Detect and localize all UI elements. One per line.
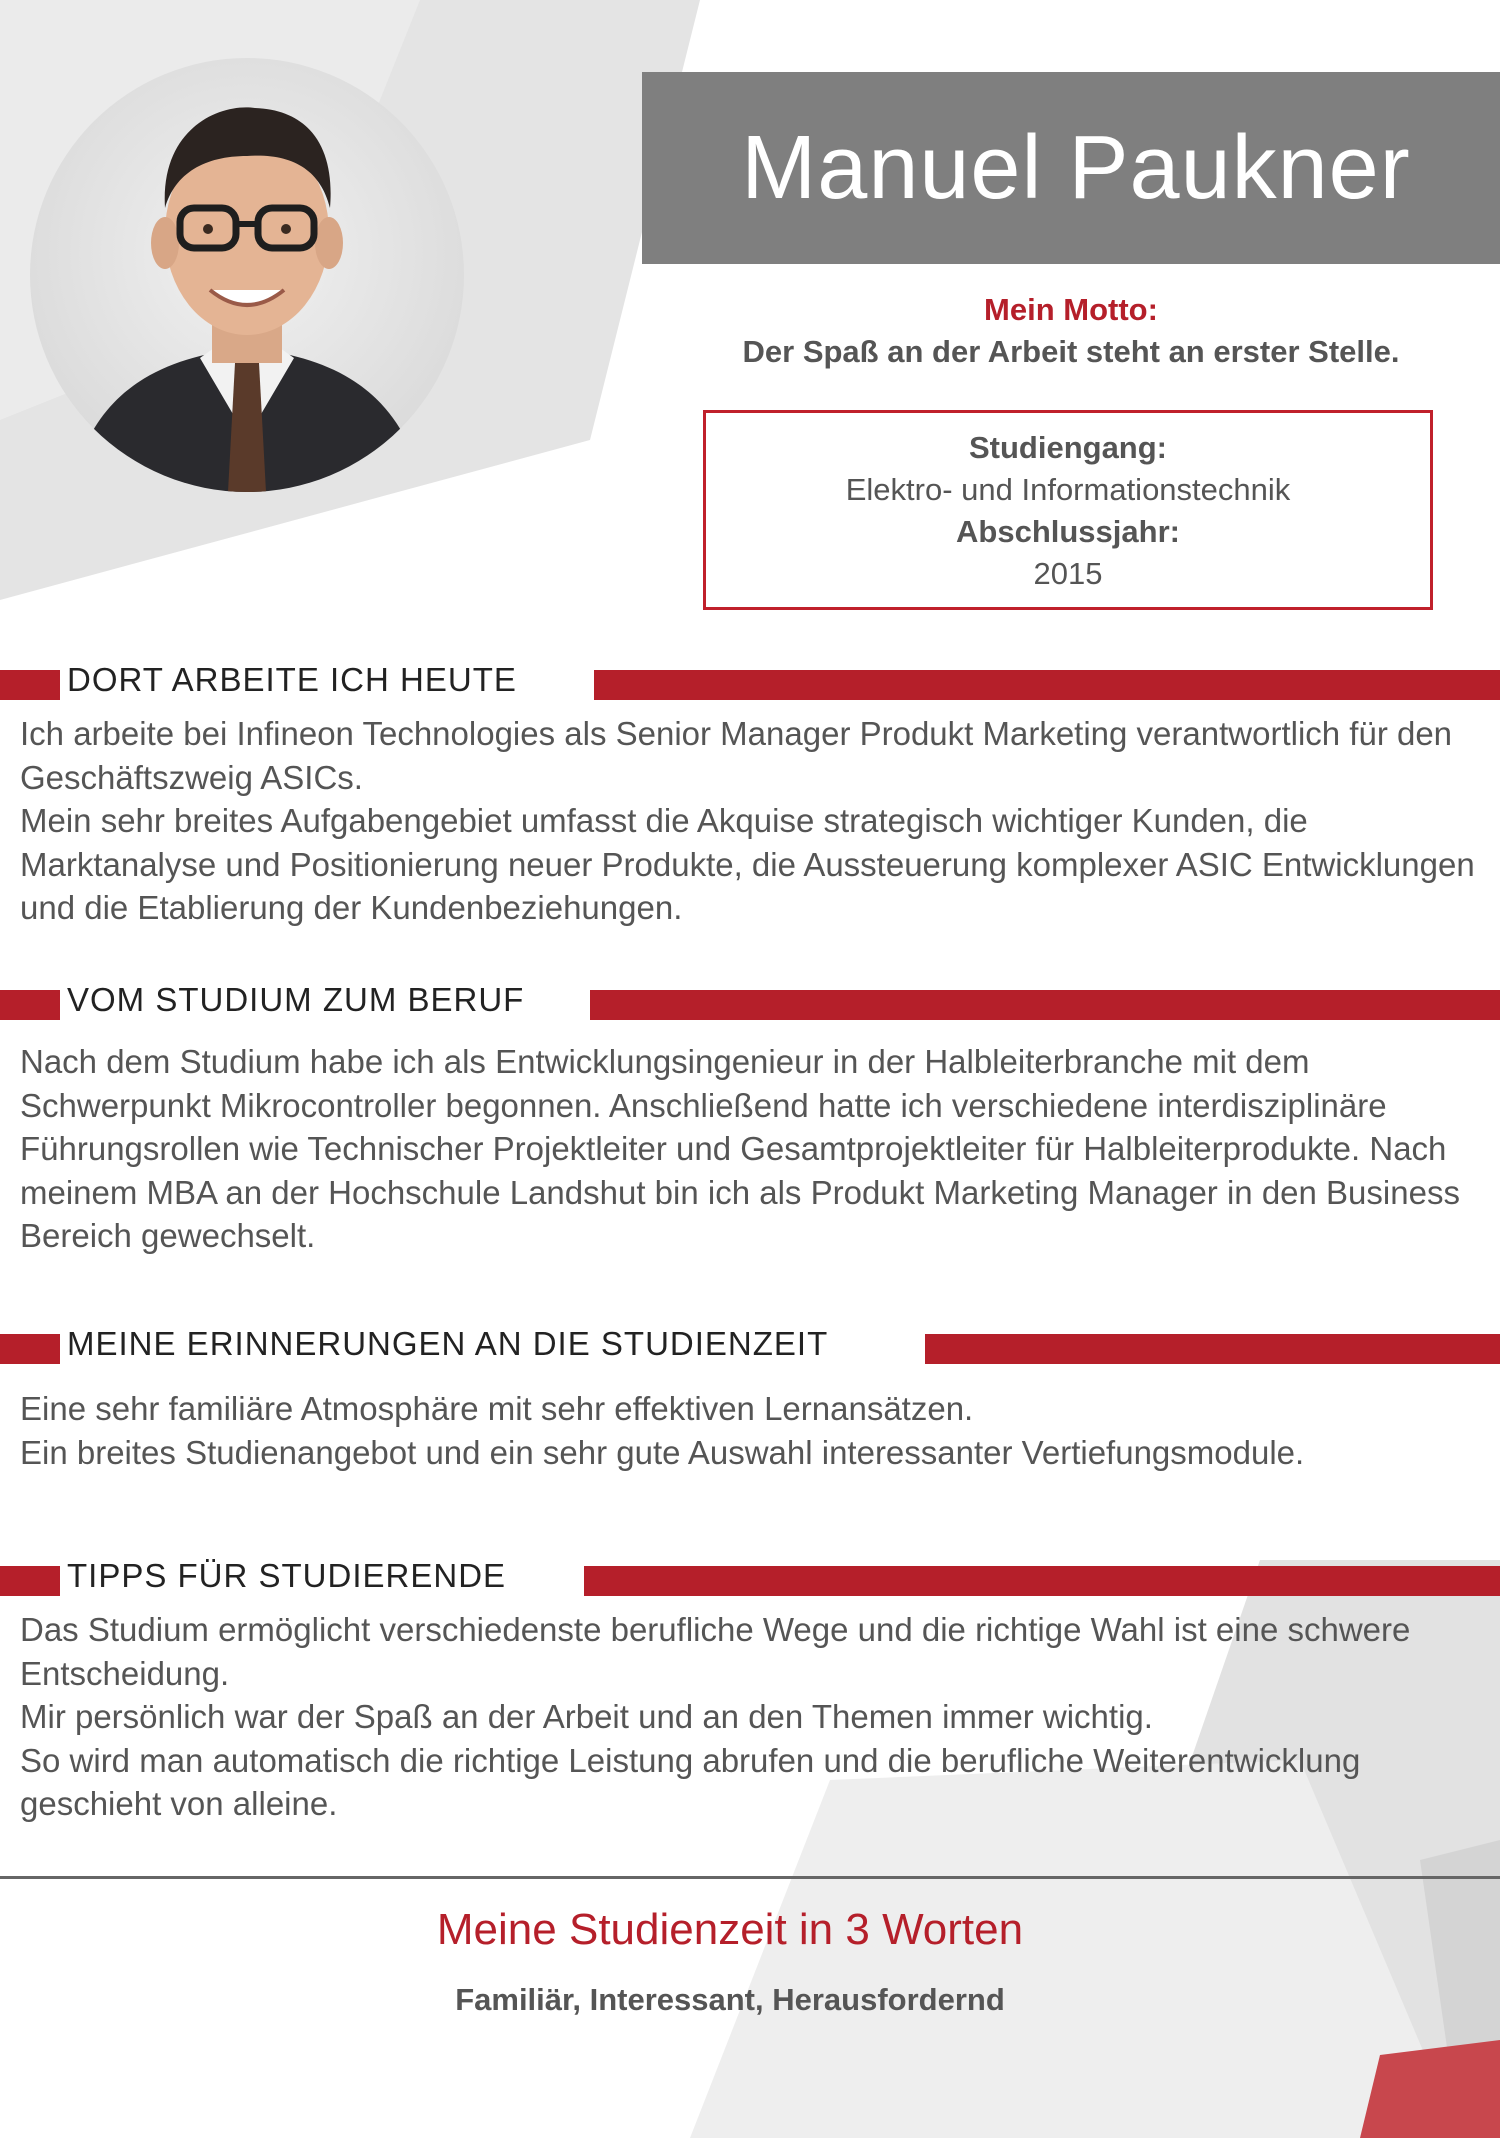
section-paragraph: Ein breites Studienangebot und ein sehr gute Auswahl interessanter Vertiefungsmodule. — [20, 1433, 1305, 1471]
section-title: TIPPS FÜR STUDIERENDE — [67, 1557, 507, 1594]
section-header-memories — [0, 1324, 1500, 1364]
graduation-year-value: 2015 — [1033, 556, 1103, 591]
section-paragraph: Nach dem Studium habe ich als Entwicklungsingenieur in der Halbleiterbranche mit dem Schwerpunkt Mikrocontroller begonnen. Anschließend hatte ich verschiedene interdisziplinäre Führungsrollen wie Technischer Projektleiter und Gesamtprojektleiter für Halbleiterprodukte. Nach meinem MBA an der Hochschule Landshut bin ich als Produkt Marketing Manager in den Business Bereich gewechselt. — [20, 1043, 1460, 1254]
section-header-career-path — [0, 980, 1500, 1020]
section-accent-right — [925, 1334, 1500, 1364]
motto-label: Mein Motto: — [984, 292, 1158, 327]
section-paragraph: Mir persönlich war der Spaß an der Arbeit und an den Themen immer wichtig. — [20, 1698, 1153, 1735]
section-paragraph: Das Studium ermöglicht verschiedenste berufliche Wege und die richtige Wahl ist eine schwere Entscheidung. — [20, 1611, 1411, 1692]
person-name: Manuel Paukner — [741, 117, 1411, 218]
motto-text: Der Spaß an der Arbeit steht an erster Stelle. — [742, 334, 1400, 369]
graduation-year-label: Abschlussjahr: — [956, 514, 1180, 549]
section-body-career-path — [20, 1040, 1480, 1258]
study-info-box — [703, 410, 1433, 610]
section-accent-left — [0, 1334, 60, 1364]
footer-divider — [0, 1876, 1500, 1879]
section-header-current-work — [0, 660, 1500, 700]
study-program-label: Studiengang: — [968, 430, 1168, 465]
section-accent-left — [0, 1566, 60, 1596]
section-paragraph: Ich arbeite bei Infineon Technologies als Senior Manager Produkt Marketing verantwortlich für den Geschäftszweig ASICs. — [20, 715, 1453, 796]
section-accent-right — [584, 1566, 1500, 1596]
section-body-memories — [20, 1387, 1480, 1474]
section-accent-right — [594, 670, 1500, 700]
section-title: MEINE ERINNERUNGEN AN DIE STUDIENZEIT — [67, 1325, 829, 1362]
section-title: VOM STUDIUM ZUM BERUF — [67, 981, 525, 1018]
section-paragraph: Eine sehr familiäre Atmosphäre mit sehr effektiven Lernansätzen. — [20, 1390, 974, 1427]
section-paragraph: Mein sehr breites Aufgabengebiet umfasst die Akquise strategisch wichtiger Kunden, die Marktanalyse und Positionierung neuer Produkte, die Aussteuerung komplexer ASIC Entwicklungen und die Etablierung der Kundenbeziehungen. — [20, 802, 1475, 926]
section-accent-left — [0, 670, 60, 700]
profile-photo — [30, 58, 464, 492]
section-body-tips — [20, 1608, 1480, 1826]
name-banner — [642, 72, 1500, 264]
section-body-current-work — [20, 712, 1480, 930]
section-paragraph: So wird man automatisch die richtige Leistung abrufen und die berufliche Weiterentwicklung geschieht von alleine. — [20, 1741, 1361, 1822]
section-title: DORT ARBEITE ICH HEUTE — [67, 661, 517, 698]
study-program-value: Elektro- und Informationstechnik — [845, 472, 1291, 507]
section-accent-left — [0, 990, 60, 1020]
three-words-title: Meine Studienzeit in 3 Worten — [436, 1905, 1024, 1954]
portrait-illustration — [30, 58, 464, 492]
section-accent-right — [590, 990, 1500, 1020]
three-words: Familiär, Interessant, Herausfordernd — [455, 1982, 1005, 2017]
section-header-tips — [0, 1556, 1500, 1596]
